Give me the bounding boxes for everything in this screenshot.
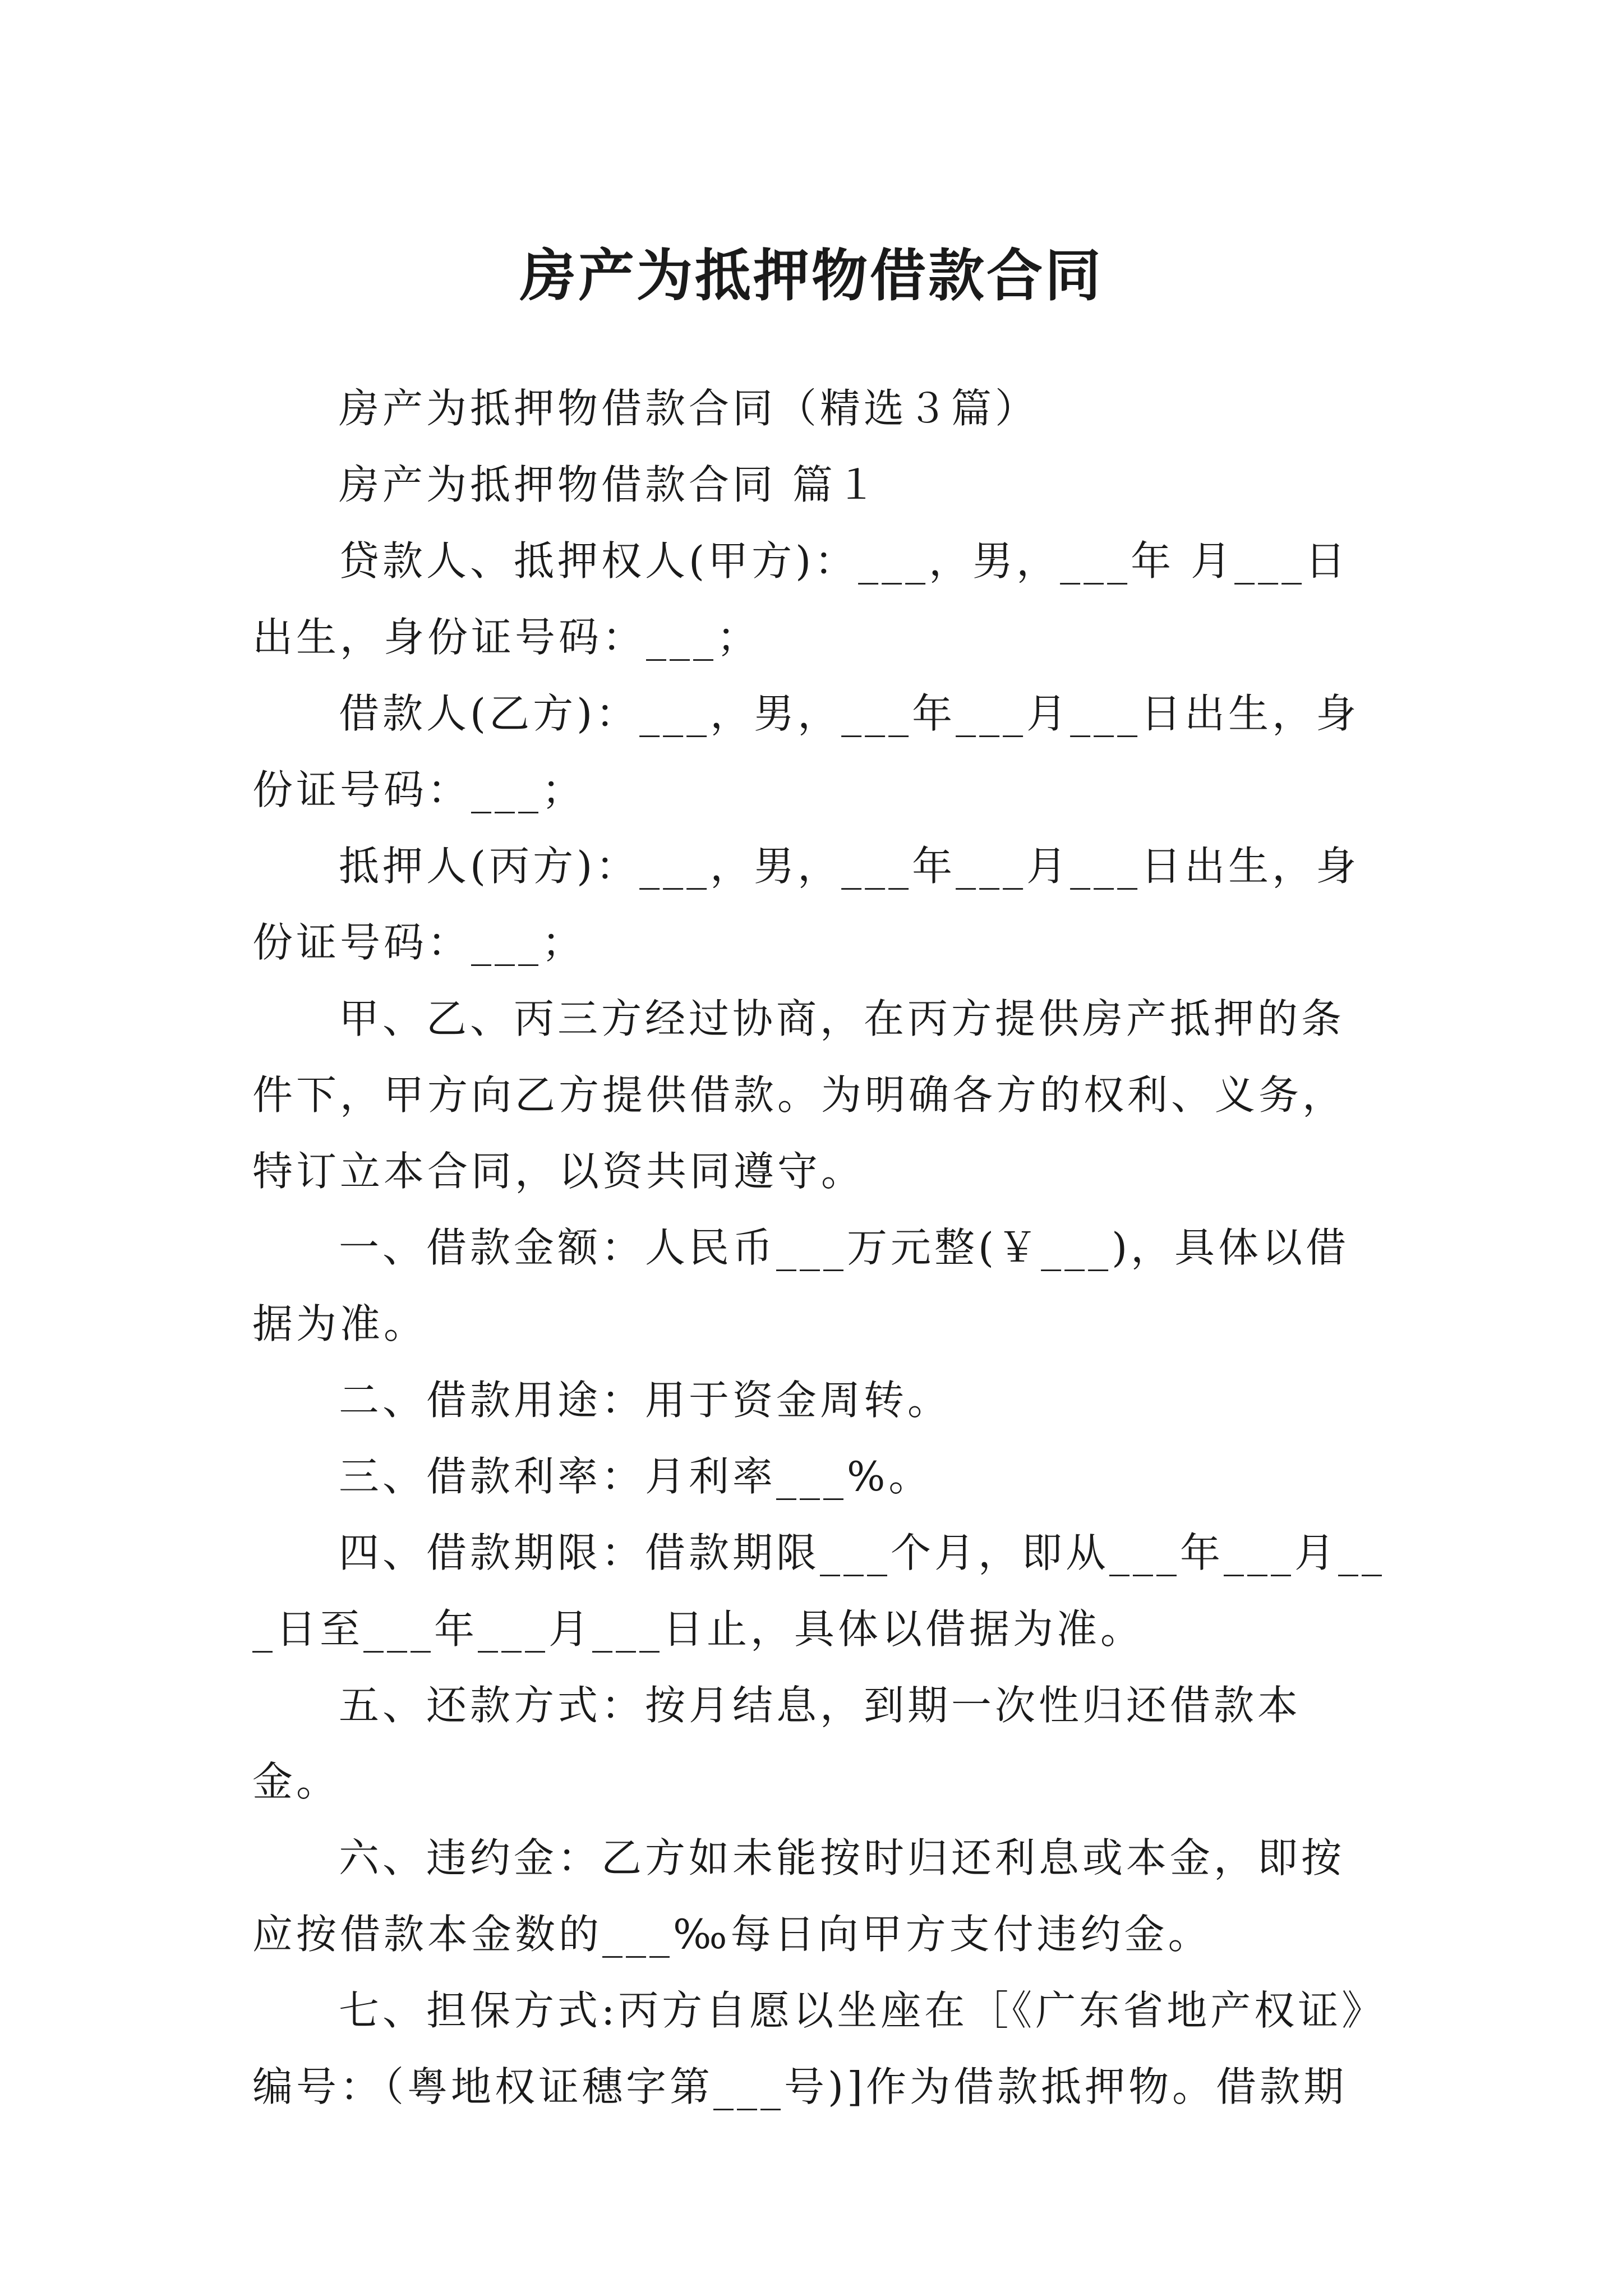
clause-guarantee: 七、担保方式:丙方自愿以坐座在［《广东省地产权证》编号：（粤地权证穗字第___号)]作为借款抵押物。借款期 [252, 1987, 1386, 2110]
document-body [252, 370, 1388, 2125]
paragraph-subtitle: 房产为抵押物借款合同（精选３篇） [339, 385, 1039, 432]
clause-loan-amount: 一、借款金额：人民币___万元整(￥___)，具体以借据为准。 [252, 1224, 1350, 1347]
clause-loan-purpose: 二、借款用途：用于资金周转。 [339, 1377, 952, 1424]
paragraph-article-heading: 房产为抵押物借款合同 篇１ [339, 461, 880, 508]
paragraph-party-b: 借款人(乙方)：___，男，___年___月___日出生，身份证号码：___； [252, 690, 1360, 813]
paragraph-party-a: 贷款人、抵押权人(甲方)：___，男，___年 月___日出生，身份证号码：___； [252, 537, 1349, 661]
document-title: 房产为抵押物借款合同 [520, 243, 1103, 309]
paragraph-preamble: 甲、乙、丙三方经过协商，在丙方提供房产抵押的条件下，甲方向乙方提供借款。为明确各方的权利、义务，特订立本合同，以资共同遵守。 [252, 995, 1347, 1195]
clause-penalty: 六、违约金：乙方如未能按时归还利息或本金，即按应按借款本金数的___‰每日向甲方支付违约金。 [252, 1834, 1345, 1958]
paragraph-party-c: 抵押人(丙方)：___，男，___年___月___日出生，身份证号码：___； [252, 843, 1360, 966]
clause-repayment: 五、还款方式：按月结息，到期一次性归还借款本金。 [252, 1682, 1302, 1805]
clause-loan-term: 四、借款期限：借款期限___个月，即从___年___月___日至___年___月___日止，具体以借据为准。 [252, 1529, 1386, 1653]
clause-interest-rate: 三、借款利率：月利率___%。 [339, 1453, 933, 1500]
